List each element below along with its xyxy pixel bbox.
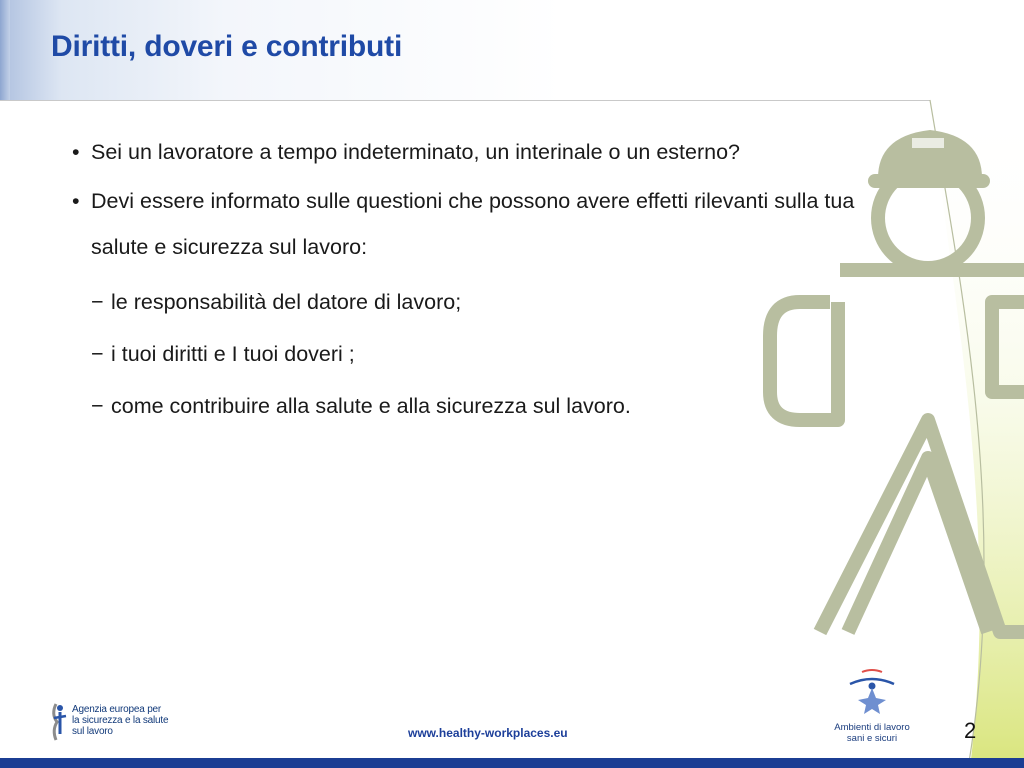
bullet-marker: • xyxy=(72,189,80,213)
sub-item xyxy=(72,380,872,432)
sub-item-text: le responsabilità del datore di lavoro; xyxy=(111,290,462,314)
bullet-marker: • xyxy=(72,140,80,164)
campaign-name xyxy=(826,722,918,744)
bullet-item xyxy=(72,178,872,270)
slide-body xyxy=(72,132,872,432)
slide-title: Diritti, doveri e contributi xyxy=(51,30,403,63)
sub-item-text: come contribuire alla salute e alla sicurezza sul lavoro. xyxy=(111,394,631,418)
dash-marker: − xyxy=(91,342,104,366)
bullet-item xyxy=(72,132,872,172)
campaign-star-logo-icon xyxy=(836,666,908,716)
sub-item-text: i tuoi diritti e I tuoi doveri ; xyxy=(111,342,355,366)
bullet-text: Sei un lavoratore a tempo indeterminato, un interinale o un esterno? xyxy=(91,140,740,164)
agency-line: sul lavoro xyxy=(72,726,113,737)
bullet-text: Devi essere informato sulle questioni che possono avere effetti rilevanti sulla tua salute e sicurezza sul lavoro: xyxy=(91,189,855,259)
page-number: 2 xyxy=(964,718,977,743)
campaign-line: sani e sicuri xyxy=(846,733,898,744)
dash-marker: − xyxy=(91,290,104,314)
sub-item xyxy=(72,328,872,380)
hard-hat-brim xyxy=(868,174,990,188)
sub-item xyxy=(72,276,872,328)
agency-line: la sicurezza e la salute xyxy=(72,715,169,726)
bottom-bar xyxy=(0,758,1024,768)
footer-url-link[interactable]: www.healthy-workplaces.eu xyxy=(408,726,568,740)
campaign-line: Ambienti di lavoro xyxy=(834,722,910,733)
dash-marker: − xyxy=(91,394,104,418)
agency-line: Agenzia europea per xyxy=(72,704,162,715)
agency-name xyxy=(72,704,168,737)
hard-hat-ridge xyxy=(912,138,944,148)
